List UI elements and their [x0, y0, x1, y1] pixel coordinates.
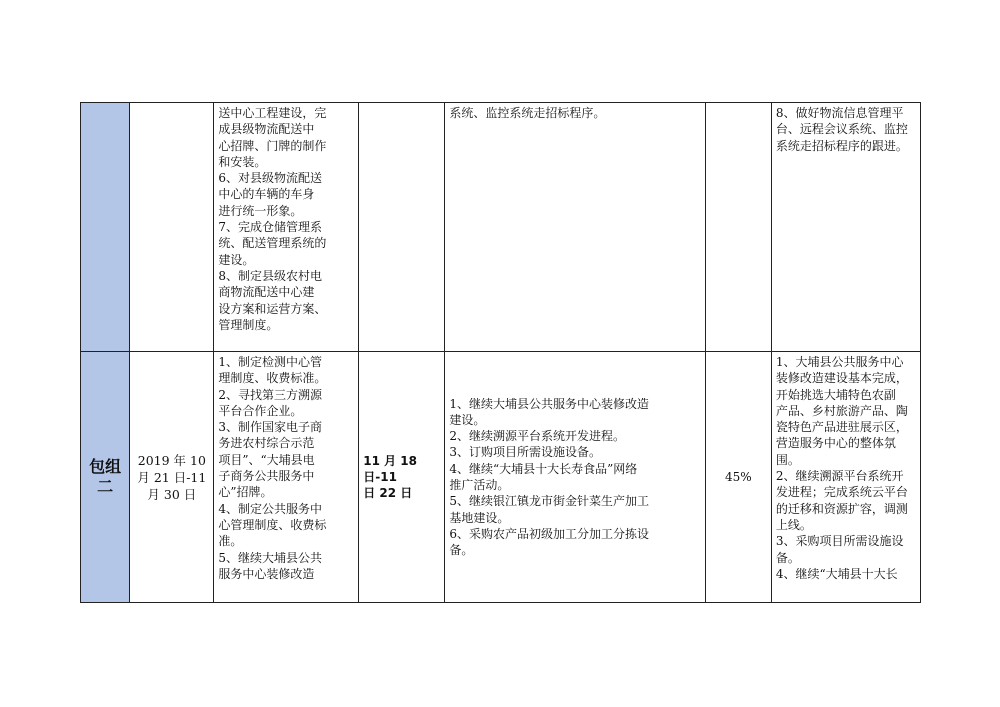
plan-line: 2、继续溯源平台系统开发进程。	[449, 429, 625, 444]
done-line: 备。	[775, 550, 800, 565]
plan-line: 建设。	[449, 412, 486, 427]
task-line: 成县级物流配送中	[218, 122, 315, 137]
task-line: 8、制定县级农村电	[218, 268, 322, 283]
task-line: 7、完成仓储管理系	[218, 220, 322, 235]
progress-table	[80, 102, 921, 603]
done-line: 上线。	[775, 517, 812, 532]
task-line: 子商务公共服务中	[218, 469, 315, 484]
done-line: 的迁移和资源扩容，调测	[775, 501, 908, 516]
table-row	[81, 352, 921, 603]
week-cell	[359, 352, 445, 603]
group-cell	[81, 103, 130, 352]
task-line: 心管理制度、收费标	[218, 517, 327, 532]
done-line: 装修改造建设基本完成，	[775, 371, 908, 386]
task-line: 心招牌、门牌的制作	[218, 138, 327, 153]
task-line: 和安装。	[218, 154, 267, 169]
date-line: 月 21 日-11	[137, 469, 207, 485]
done-line: 8、做好物流信息管理平	[775, 106, 904, 120]
plan-line: 4、继续“大埔县十大长寿食品”网络	[449, 461, 638, 476]
group-label	[81, 457, 129, 497]
task-line: 5、继续大埔县公共	[218, 550, 322, 565]
plan-line: 3、订购项目所需设施设备。	[449, 445, 601, 460]
plan-line: 基地建设。	[449, 510, 510, 525]
date-range-cell	[130, 352, 214, 603]
plan-line: 推广活动。	[449, 478, 510, 492]
tasks-cell	[214, 103, 359, 352]
percent-cell	[705, 103, 771, 352]
task-line: 6、对县级物流配送	[218, 171, 322, 186]
done-line: 围。	[775, 452, 800, 467]
plans-cell	[445, 103, 705, 352]
done-line: 1、大埔县公共服务中心	[775, 355, 904, 369]
date-range-cell	[130, 103, 214, 352]
week-line: 11 月 18 日-11	[363, 453, 417, 484]
week-cell	[359, 103, 445, 352]
plan-line: 5、继续银江镇龙市街金针菜生产加工	[449, 494, 649, 509]
task-line: 4、制定公共服务中	[218, 501, 322, 516]
done-line: 2、继续溯源平台系统开	[775, 469, 904, 484]
done-line: 系统走招标程序的跟进。	[775, 138, 908, 153]
task-line: 1、制定检测中心管	[218, 355, 322, 369]
plan-line: 系统、监控系统走招标程序。	[449, 106, 606, 120]
task-line: 设方案和运营方案、	[218, 301, 327, 316]
task-line: 建设。	[218, 252, 255, 267]
task-line: 项目”、“大埔县电	[218, 452, 315, 467]
task-line: 中心的车辆的车身	[218, 187, 315, 202]
plan-line: 1、继续大埔县公共服务中心装修改造	[449, 396, 649, 411]
task-line: 服务中心装修改造	[218, 566, 315, 581]
task-line: 统、配送管理系统的	[218, 236, 327, 251]
done-cell	[771, 103, 920, 352]
done-line: 发进程；完成系统云平台	[775, 485, 908, 500]
table-row	[81, 103, 921, 352]
done-line: 瓷特色产品进驻展示区，	[775, 420, 908, 435]
task-line: 商物流配送中心建	[218, 285, 315, 300]
date-line: 月 30 日	[147, 486, 197, 502]
week-line: 日 22 日	[363, 486, 413, 501]
task-line: 进行统一形象。	[218, 203, 303, 218]
task-line: 3、制作国家电子商	[218, 420, 322, 435]
task-line: 心”招牌。	[218, 485, 273, 500]
task-line: 务进农村综合示范	[218, 436, 315, 451]
tasks-cell	[214, 352, 359, 603]
progress-percent: 45%	[724, 469, 752, 484]
done-line: 台、远程会议系统、监控	[775, 122, 908, 137]
percent-cell	[705, 352, 771, 603]
done-line: 产品、乡村旅游产品、陶	[775, 403, 908, 418]
done-line: 营造服务中心的整体氛	[775, 436, 896, 451]
task-line: 管理制度。	[218, 317, 279, 332]
group-label-line: 包组	[89, 457, 122, 476]
group-cell	[81, 352, 130, 603]
done-line: 3、采购项目所需设施设	[775, 534, 904, 549]
task-line: 2、寻找第三方溯源	[218, 387, 322, 402]
task-line: 平台合作企业。	[218, 403, 303, 418]
done-cell	[771, 352, 920, 603]
plans-cell	[445, 352, 705, 603]
plan-line: 6、采购农产品初级加工分加工分拣设	[449, 526, 649, 541]
task-line: 理制度、收费标准。	[218, 371, 327, 386]
task-line: 准。	[218, 534, 243, 549]
date-line: 2019 年 10	[137, 452, 206, 468]
group-label-line: 二	[97, 477, 114, 496]
done-line: 开始挑选大埔特色农副	[775, 387, 896, 402]
done-line: 4、继续“大埔县十大长	[775, 566, 898, 581]
plan-line: 备。	[449, 543, 474, 558]
task-line: 送中心工程建设，完	[218, 106, 327, 120]
